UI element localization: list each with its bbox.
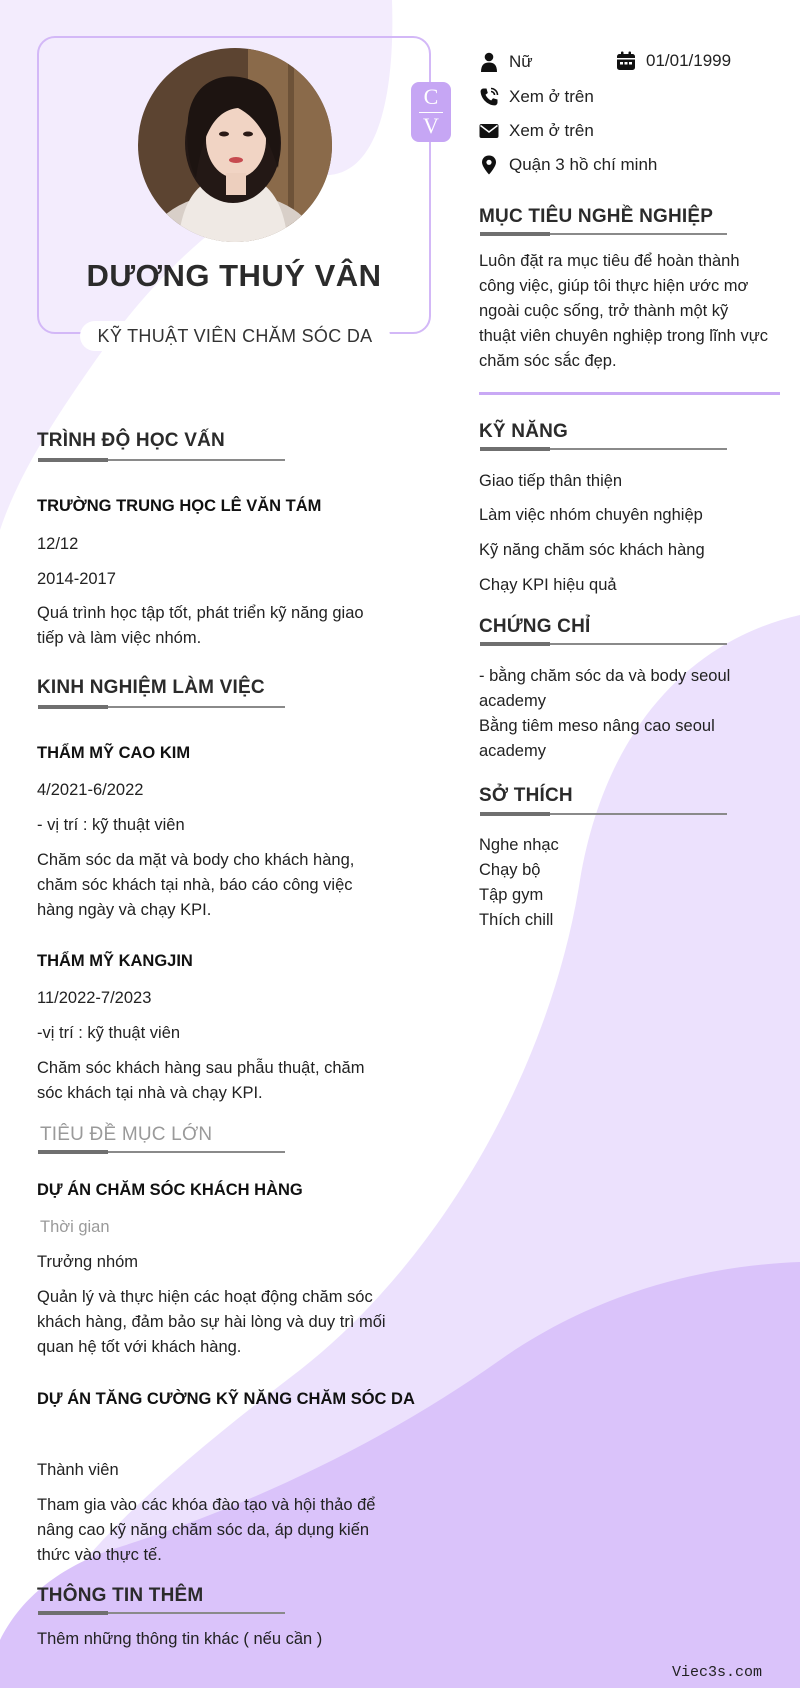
project-line: thức vào thực tế. [37,1546,162,1564]
skill-item: Kỹ năng chăm sóc khách hàng [479,541,705,559]
certificate-line: academy [479,742,546,760]
gender-row [479,50,533,74]
person-icon [479,52,499,72]
address-value: Quận 3 hồ chí minh [509,155,658,174]
project-line: Tham gia vào các khóa đào tạo và hội thảo để [37,1496,376,1514]
job-line: Chăm sóc khách hàng sau phẫu thuật, chăm [37,1059,365,1077]
footer-brand: Viec3s.com [672,1664,763,1681]
objective-divider [479,392,780,395]
project-time: Thời gian [40,1218,110,1236]
job-role: - vị trí : kỹ thuật viên [37,816,185,834]
additional-title: THÔNG TIN THÊM [37,1585,204,1606]
additional-rule [38,1612,285,1614]
projects-rule-accent [38,1150,108,1154]
calendar-icon [616,51,636,71]
birthday-row [616,49,731,73]
hobby-item: Thích chill [479,911,554,929]
hobbies-list [479,833,559,933]
candidate-name: DƯƠNG THUÝ VÂN [86,258,382,293]
gender-value: Nữ [509,52,533,71]
project-line: quan hệ tốt với khách hàng. [37,1338,242,1356]
additional-text: Thêm những thông tin khác ( nếu cần ) [37,1630,323,1648]
certificate-line: academy [479,692,546,710]
skill-item: Làm việc nhóm chuyên nghiệp [479,506,703,524]
skill-item: Chạy KPI hiệu quả [479,576,617,594]
project-description [37,1493,437,1568]
hobby-item: Chạy bộ [479,861,541,879]
education-period: 2014-2017 [37,570,116,588]
certificate-line: - bằng chăm sóc da và body seoul [479,667,731,685]
project-role: Trưởng nhóm [37,1253,139,1271]
project-name: DỰ ÁN TĂNG CƯỜNG KỸ NĂNG CHĂM SÓC DA [37,1390,415,1408]
job-line: sóc khách tại nhà và chạy KPI. [37,1084,263,1102]
experience-rule [38,706,285,708]
job-line: Chăm sóc da mặt và body cho khách hàng, [37,851,355,869]
skills-rule-accent [480,447,550,451]
job-role: -vị trí : kỹ thuật viên [37,1024,181,1042]
school-name: TRƯỜNG TRUNG HỌC LÊ VĂN TÁM [37,497,322,515]
objective-title: MỤC TIÊU NGHỀ NGHIỆP [479,206,714,227]
project-line: khách hàng, đảm bảo sự hài lòng và duy trì mối [37,1313,386,1331]
email-value: Xem ở trên [509,121,594,140]
objective-line: chăm sóc sắc đẹp. [479,352,617,370]
certificates-rule-accent [480,642,550,646]
job-company: THẨM MỸ CAO KIM [37,744,191,762]
cv-badge-letter-c: C [423,84,439,109]
job-description [37,848,417,923]
project-line: nâng cao kỹ năng chăm sóc da, áp dụng kiến [37,1521,370,1539]
skills-rule [480,448,727,450]
cv-badge [411,82,451,142]
birthday-value: 01/01/1999 [646,51,732,70]
job-period: 11/2022-7/2023 [37,989,152,1007]
job-title: KỸ THUẬT VIÊN CHĂM SÓC DA [80,321,390,351]
education-line: Quá trình học tập tốt, phát triển kỹ năng giao [37,604,364,622]
objective-line: thuật viên chuyên nghiệp trong lĩnh vực [479,327,768,345]
experience-rule-accent [38,705,108,709]
email-row [479,119,594,143]
project-description [37,1285,437,1360]
education-description [37,601,417,651]
hobbies-rule [480,813,727,815]
job-line: hàng ngày và chạy KPI. [37,901,212,919]
certificate-line: Bằng tiêm meso nâng cao seoul [479,717,715,735]
objective-line: công việc, giúp tôi thực hiện ước mơ [479,277,749,295]
address-row [479,153,657,177]
hobby-item: Tập gym [479,886,544,904]
education-title: TRÌNH ĐỘ HỌC VẤN [37,430,225,451]
education-rule [38,459,285,461]
job-period: 4/2021-6/2022 [37,781,144,799]
project-role: Thành viên [37,1461,119,1479]
objective-rule [480,233,727,235]
additional-rule-accent [38,1611,108,1615]
skill-item: Giao tiếp thân thiện [479,472,623,490]
projects-rule [38,1151,285,1153]
project-line: Quản lý và thực hiện các hoạt động chăm sóc [37,1288,373,1306]
certificates-text [479,664,755,764]
skills-title: KỸ NĂNG [479,421,569,442]
job-description [37,1056,417,1106]
cv-badge-letter-v: V [423,113,439,138]
phone-icon [479,87,499,107]
certificates-rule [480,643,727,645]
hobbies-title: SỞ THÍCH [479,785,573,806]
education-rule-accent [38,458,108,462]
hobby-item: Nghe nhạc [479,836,559,854]
job-line: chăm sóc khách tại nhà, báo cáo công việc [37,876,353,894]
objective-text [479,249,784,374]
phone-row [479,85,594,109]
objective-line: Luôn đặt ra mục tiêu để hoàn thành [479,252,740,270]
experience-title: KINH NGHIỆM LÀM VIỆC [37,677,265,698]
avatar [138,48,332,242]
envelope-icon [479,121,499,141]
project-name: DỰ ÁN CHĂM SÓC KHÁCH HÀNG [37,1181,303,1199]
projects-title: TIÊU ĐỀ MỤC LỚN [40,1124,213,1145]
job-company: THẨM MỸ KANGJIN [37,952,193,970]
objective-line: ngoài cuộc sống, trở thành một kỹ [479,302,729,320]
education-line: tiếp và làm việc nhóm. [37,629,202,647]
objective-rule-accent [480,232,550,236]
hobbies-rule-accent [480,812,550,816]
location-pin-icon [479,155,499,175]
education-grade: 12/12 [37,535,79,553]
phone-value: Xem ở trên [509,87,594,106]
certificates-title: CHỨNG CHỈ [479,616,591,637]
